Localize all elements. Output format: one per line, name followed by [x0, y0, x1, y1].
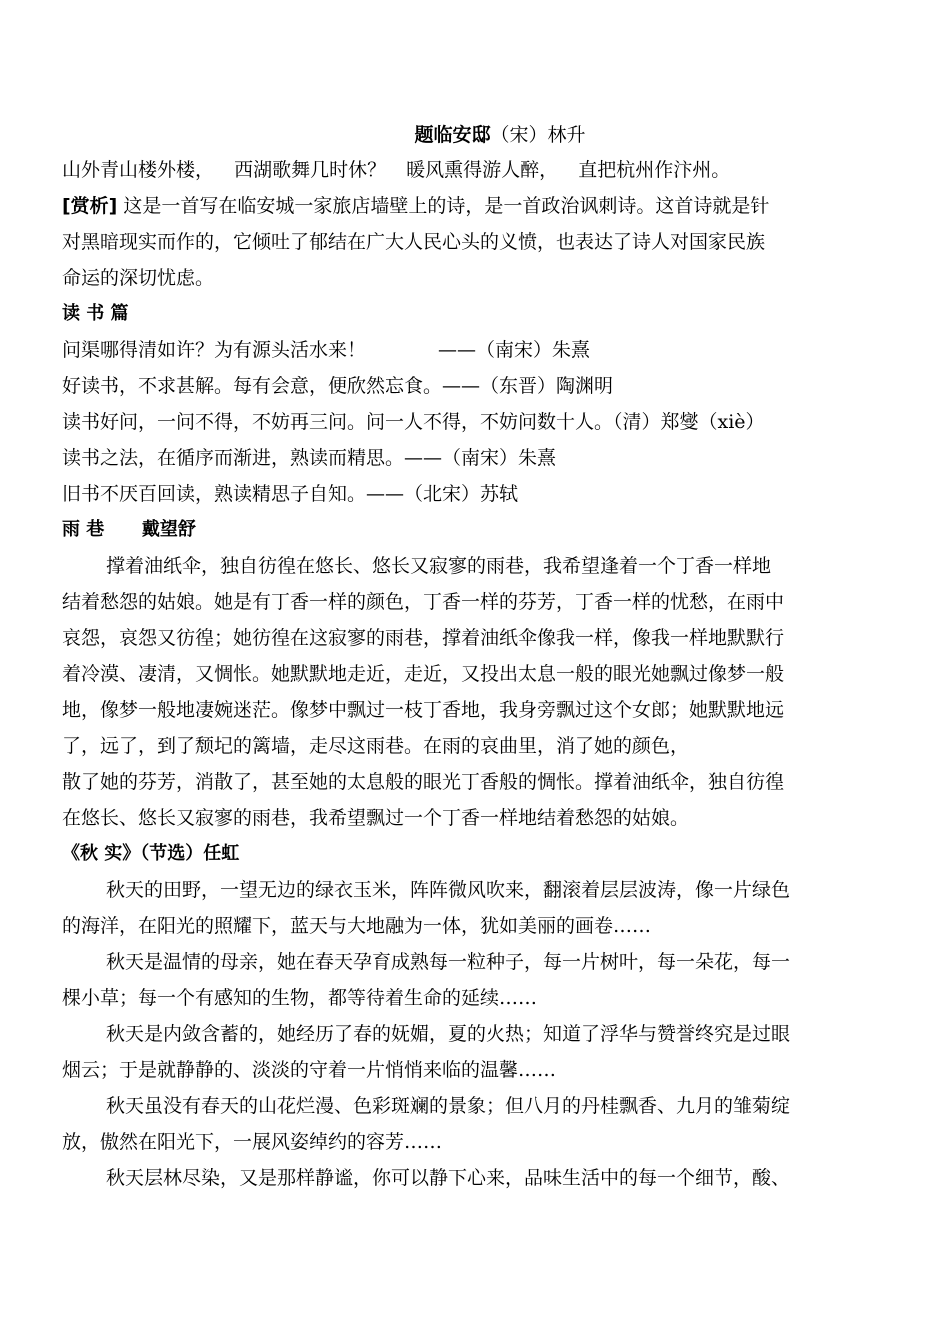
rain-alley-line: 散了她的芬芳，消散了，甚至她的太息般的眼光丁香般的惆怅。撑着油纸伞，独自彷徨 — [62, 771, 785, 793]
poem-line: 山外青山楼外楼， — [62, 159, 215, 181]
reading-quote — [62, 476, 888, 512]
rain-alley-text — [62, 548, 888, 836]
autumn-line: 秋天虽没有春天的山花烂漫、色彩斑斓的景象；但八月的丹桂飘香、九月的雏菊绽 — [106, 1095, 791, 1117]
quote-text: 读书之法，在循序而渐进，熟读而精思。 — [62, 447, 405, 469]
autumn-line: 秋天是温情的母亲，她在春天孕育成熟每一粒种子，每一片树叶，每一朵花，每一 — [106, 951, 791, 973]
appreciation-line: 这是一首写在临安城一家旅店墙壁上的诗，是一首政治讽刺诗。这首诗就是针 — [123, 195, 770, 217]
autumn-line: 棵小草；每一个有感知的生物，都等待着生命的延续…… — [62, 987, 538, 1009]
poem-title-line — [62, 120, 888, 152]
rain-alley-line: 着冷漠、凄清，又惆怅。她默默地走近，走近，又投出太息一般的眼光她飘过像梦一般 — [62, 663, 785, 685]
rain-alley-line: 地，像梦一般地凄婉迷茫。像梦中飘过一枝丁香地，我身旁飘过这个女郎；她默默地远 — [62, 699, 785, 721]
autumn-line: 烟云；于是就静静的、淡淡的守着一片悄悄来临的温馨…… — [62, 1059, 557, 1081]
quote-source: ——（东晋）陶渊明 — [442, 375, 614, 397]
quote-text: 问渠哪得清如许？为有源头活水来！ — [62, 339, 367, 361]
poem-line: 直把杭州作汴州。 — [578, 159, 731, 181]
appreciation-label: [赏析] — [62, 195, 118, 217]
rain-alley-heading: 雨 巷 戴望舒 — [62, 519, 196, 540]
quote-source: ——（南宋）朱熹 — [438, 339, 591, 361]
document-page — [62, 120, 888, 1196]
rain-alley-line: 撑着油纸伞，独自彷徨在悠长、悠长又寂寥的雨巷，我希望逢着一个丁香一样地 — [106, 555, 772, 577]
poem-title: 题临安邸 — [414, 124, 491, 146]
quote-source: ——（南宋）朱熹 — [404, 447, 557, 469]
autumn-line: 秋天是内敛含蓄的，她经历了春的妩媚，夏的火热；知道了浮华与赞誉终究是过眼 — [106, 1023, 791, 1045]
poem-author: （宋）林升 — [490, 124, 586, 146]
reading-heading: 读 书 篇 — [62, 303, 129, 324]
rain-alley-line: 在悠长、悠长又寂寥的雨巷，我希望飘过一个丁香一样地结着愁怨的姑娘。 — [62, 807, 690, 829]
autumn-text — [62, 872, 888, 1196]
reading-quote — [62, 440, 888, 476]
quote-text: 好读书，不求甚解。每有会意，便欣然忘食。 — [62, 375, 443, 397]
quote-text: 读书好问，一问不得，不妨再三问。问一人不得，不妨问数十人。 — [62, 411, 614, 433]
rain-alley-line: 了，远了，到了颓圮的篱墙，走尽这雨巷。在雨的哀曲里，消了她的颜色， — [62, 735, 690, 757]
appreciation-section — [62, 188, 888, 296]
quote-source: （清）郑燮（xiè） — [613, 411, 765, 433]
autumn-line: 的海洋，在阳光的照耀下，蓝天与大地融为一体，犹如美丽的画卷…… — [62, 915, 652, 937]
autumn-line: 放，傲然在阳光下，一展风姿绰约的容芳…… — [62, 1131, 443, 1153]
rain-alley-line: 结着愁怨的姑娘。她是有丁香一样的颜色，丁香一样的芬芳，丁香一样的忧愁，在雨中 — [62, 591, 785, 613]
reading-quote — [62, 332, 888, 368]
appreciation-line: 命运的深切忧虑。 — [62, 267, 215, 289]
poem-line: 西湖歌舞几时休？ — [234, 159, 387, 181]
appreciation-line: 对黑暗现实而作的，它倾吐了郁结在广大人民心头的义愤，也表达了诗人对国家民族 — [62, 231, 766, 253]
autumn-line: 秋天层林尽染，又是那样静谧，你可以静下心来，品味生活中的每一个细节，酸、 — [106, 1167, 791, 1189]
poem-body — [62, 152, 888, 188]
autumn-heading: 《秋 实》（节选）任虹 — [62, 843, 240, 864]
reading-quote — [62, 404, 888, 440]
reading-quote — [62, 368, 888, 404]
quote-source: ——（北宋）苏轼 — [366, 483, 519, 505]
autumn-line: 秋天的田野，一望无边的绿衣玉米，阵阵微风吹来，翻滚着层层波涛，像一片绿色 — [106, 879, 791, 901]
quote-text: 旧书不厌百回读，熟读精思子自知。 — [62, 483, 367, 505]
rain-alley-line: 哀怨，哀怨又彷徨；她彷徨在这寂寥的雨巷，撑着油纸伞像我一样，像我一样地默默行 — [62, 627, 785, 649]
poem-line: 暖风熏得游人醉， — [406, 159, 559, 181]
